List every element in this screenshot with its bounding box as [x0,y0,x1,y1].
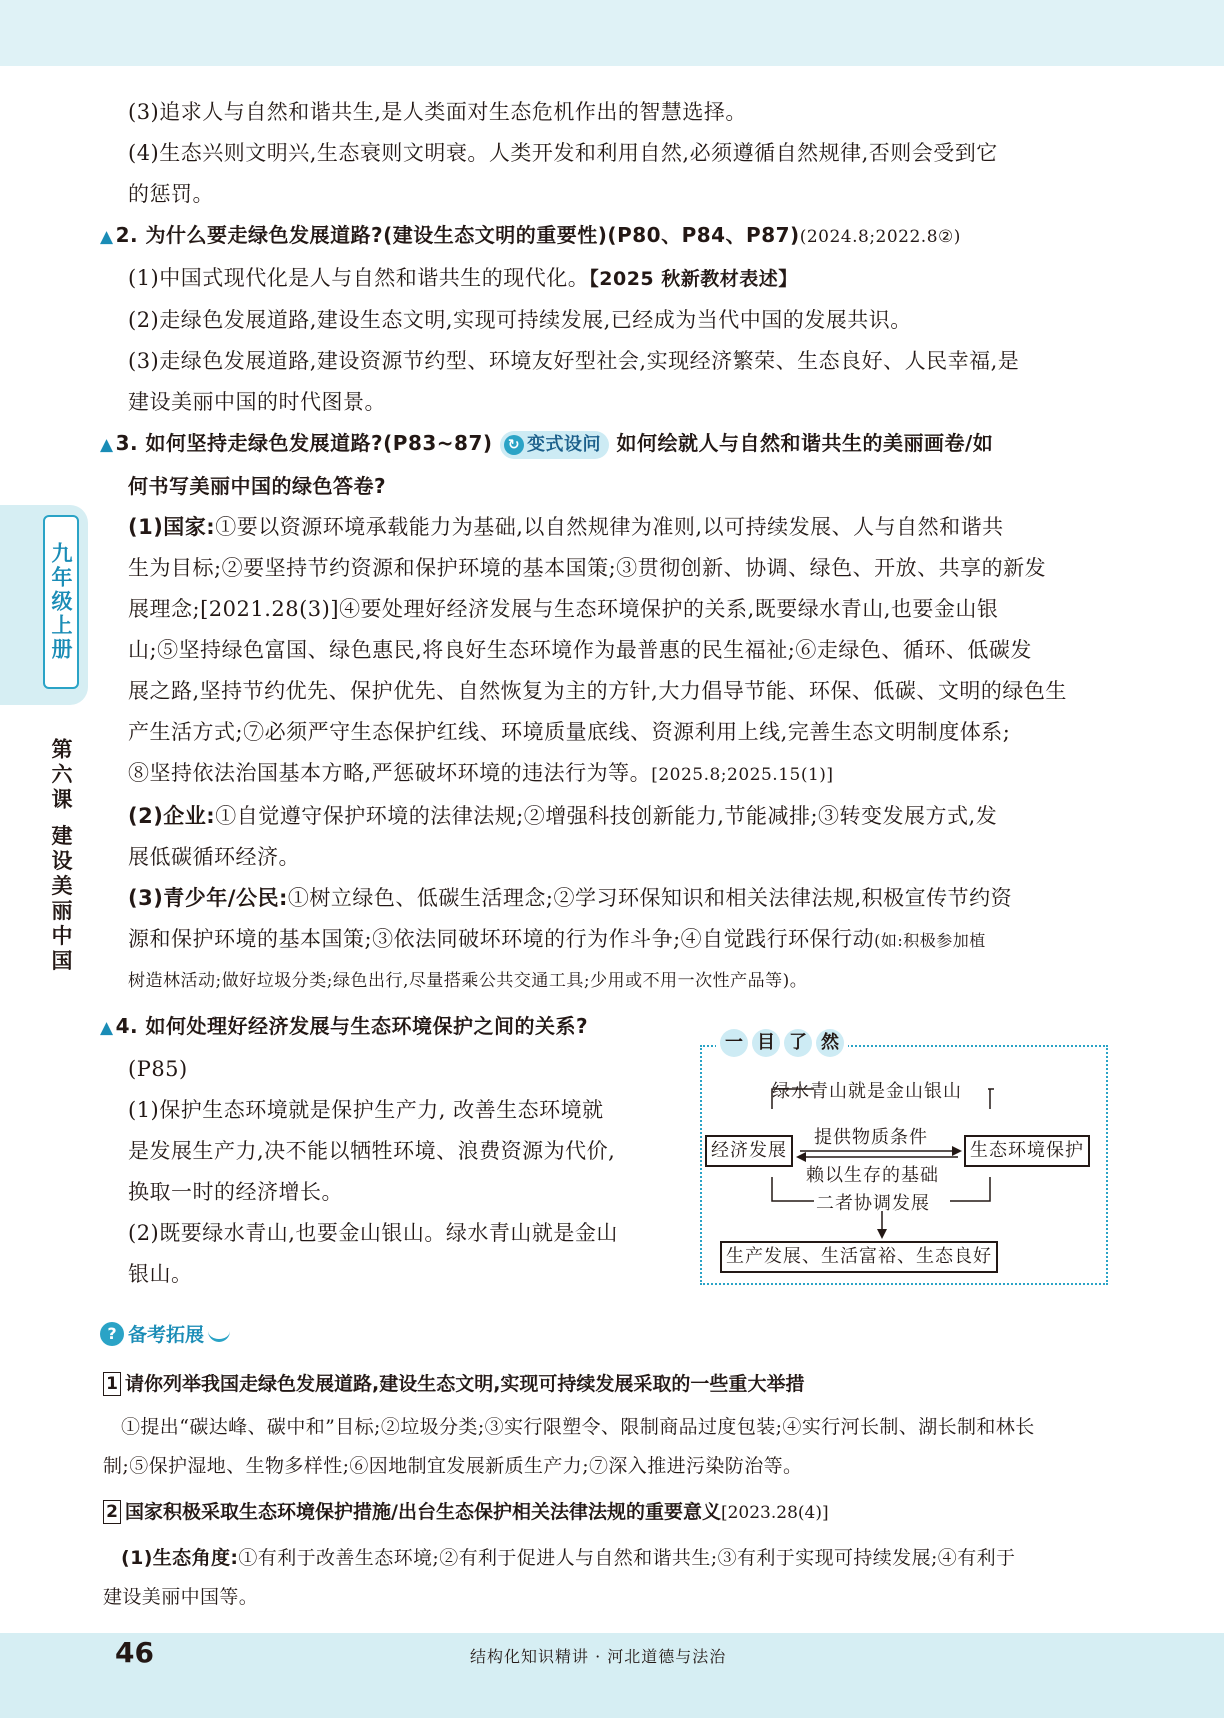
text-line [100,507,1120,548]
text-small: (如:积极参加植 [874,931,986,950]
text-line: 生为目标;②要坚持节约资源和保护环境的基本国策;③贯彻创新、协调、绿色、开放、共享的新发 [128,556,1047,580]
grade-label: 九年级上册 [49,542,73,662]
extension-title-text: 备考拓展 [128,1324,205,1346]
text-line: 树造林活动;做好垃圾分类;绿色出行,尽量搭乘公共交通工具;少用或不用一次性产品等)。 [128,971,808,991]
triangle-icon: ▲ [100,1018,114,1038]
swoosh-icon [208,1329,230,1342]
text-line: (3)追求人与自然和谐共生,是人类面对生态危机作出的智慧选择。 [128,100,747,124]
answer-line: 制;⑤保护湿地、生物多样性;⑥因地制宜发展新质生产力;⑦深入推进污染防治等。 [103,1455,803,1477]
grade-tab [43,515,79,689]
text-line: 展之路,坚持节约优先、保护优先、自然恢复为主的方针,大力倡导节能、环保、低碳、文明的绿色生 [128,679,1067,703]
diagram-bottom-label: 二者协调发展 [816,1193,930,1214]
diagram-title-char: 了 [784,1029,812,1057]
text-span: 源和保护环境的基本国策;③依法同破坏环境的行为作斗争;④自觉践行环保行动 [128,927,875,951]
extension-item-2-question: 国家积极采取生态环境保护措施/出台生态保护相关法律法规的重要意义 [125,1501,721,1523]
diagram-result-box: 生产发展、生活富裕、生态良好 [720,1241,998,1273]
label-youth: (3)青少年/公民: [128,886,288,910]
text-line: (2)既要绿水青山,也要金山银山。绿水青山就是金山 [128,1221,618,1245]
text-line: 换取一时的经济增长。 [128,1180,343,1204]
question-3-text: 3. 如何坚持走绿色发展道路?(P83~87) [115,431,493,455]
item-number: 1 [103,1372,121,1396]
top-band [0,0,1224,66]
footer-title: 结构化知识精讲 · 河北道德与法治 [470,1647,727,1666]
text-line [100,878,1120,919]
diagram-ecology-box: 生态环境保护 [964,1135,1090,1167]
text-line [100,589,1120,630]
textbook-note: 【2025 秋新教材表述】 [589,268,798,290]
question-icon: ? [100,1322,124,1346]
question-3 [100,423,1120,466]
answer-line: ①提出“碳达峰、碳中和”目标;②垃圾分类;③实行限塑令、限制商品过度包装;④实行河长制、湖长制和林长 [121,1416,1035,1438]
triangle-icon: ▲ [100,435,114,455]
text-line: 展低碳循环经济。 [128,845,300,869]
triangle-icon: ▲ [100,227,114,247]
question-4 [100,1006,1120,1049]
text-span: ①自觉遵守保护环境的法律法规;②增强科技创新能力,节能减排;③转变发展方式,发 [215,804,998,828]
text-line: (3)走绿色发展道路,建设资源节约型、环境友好型社会,实现经济繁荣、生态良好、人民幸福,是 [128,349,1020,373]
text-span: ⑧坚持依法治国基本方略,严惩破坏环境的违法行为等。 [128,761,652,785]
text-span: ①有利于改善生态环境;②有利于促进人与自然和谐共生;③有利于实现可持续发展;④有利于 [238,1547,1016,1569]
extension-item-1-question: 请你列举我国走绿色发展道路,建设生态文明,实现可持续发展采取的一些重大举措 [125,1373,805,1395]
text-span: ①要以资源环境承载能力为基础,以自然规律为准则,以可持续发展、人与自然和谐共 [215,515,1004,539]
item-number: 2 [103,1500,121,1524]
extension-item-2 [103,1494,1123,1531]
text-line: 建设美丽中国的时代图景。 [128,390,386,414]
text-line [100,753,1120,796]
diagram-title-char: 然 [816,1029,844,1057]
question-4-text: 4. 如何处理好经济发展与生态环境保护之间的关系? [115,1014,589,1038]
extension-title [100,1320,230,1347]
text-line: (2)走绿色发展道路,建设生态文明,实现可持续发展,已经成为当代中国的发展共识。 [128,308,912,332]
text-line: 的惩罚。 [128,182,214,206]
text-span: (1)中国式现代化是人与自然和谐共生的现代化。 [128,266,590,290]
answer-line [103,1539,1123,1578]
extension-item-1 [103,1366,1123,1402]
text-line [100,258,1120,300]
question-2-ref: (2024.8;2022.8②) [799,227,961,247]
label-country: (1)国家: [128,515,216,539]
question-3-variant: 如何绘就人与自然和谐共生的美丽画卷/如 [616,431,994,455]
question-2-text: 2. 为什么要走绿色发展道路?(建设生态文明的重要性)(P80、P84、P87) [115,223,800,247]
refresh-icon: ↻ [504,435,524,455]
diagram-title-char: 目 [752,1029,780,1057]
text-line [100,796,1120,837]
chapter-label: 第六课 建设美丽中国 [49,738,73,975]
text-line: 银山。 [128,1262,193,1286]
text-line: 产生活方式;⑦必须严守生态保护红线、环境质量底线、资源利用上线,完善生态文明制度体系; [128,720,1011,744]
question-3-cont: 何书写美丽中国的绿色答卷? [128,474,387,498]
relation-diagram [700,1032,1108,1285]
page-number: 46 [115,1636,154,1669]
label-ecology: (1)生态角度: [121,1547,239,1569]
exam-ref: [2025.8;2025.15(1)] [651,765,834,785]
text-line: 山;⑤坚持绿色富国、绿色惠民,将良好生态环境作为最普惠的民生福祉;⑥走绿色、循环、低碳发 [128,638,1032,662]
diagram-title-char: 一 [720,1029,748,1057]
text-line: (P85) [128,1057,188,1081]
question-2 [100,215,1120,258]
variant-badge-label: 变式设问 [527,434,601,455]
label-enterprise: (2)企业: [128,804,216,828]
exam-ref: [2023.28(4)] [720,1503,829,1523]
text-span: ①树立绿色、低碳生活理念;②学习环保知识和相关法律法规,积极宣传节约资 [287,886,1013,910]
text-line: 是发展生产力,决不能以牺牲环境、浪费资源为代价, [128,1139,616,1163]
answer-line: 建设美丽中国等。 [103,1586,259,1608]
diagram-economy-box: 经济发展 [705,1135,793,1167]
text-line: (1)保护生态环境就是保护生产力, 改善生态环境就 [128,1098,604,1122]
text-span: 展理念;[2021.28(3)] [128,597,340,621]
text-span: ④要处理好经济发展与生态环境保护的关系,既要绿水青山,也要金山银 [339,597,999,621]
text-line: (4)生态兴则文明兴,生态衰则文明衰。人类开发和利用自然,必须遵循自然规律,否则会受到它 [128,141,998,165]
text-line [100,919,1120,961]
diagram-arrow-bottom: 赖以生存的基础 [806,1165,939,1186]
variant-badge [500,431,609,459]
diagram-arrow-top: 提供物质条件 [814,1127,928,1148]
extension-content [103,1366,1123,1617]
diagram-top-label: 绿水青山就是金山银山 [772,1081,962,1102]
